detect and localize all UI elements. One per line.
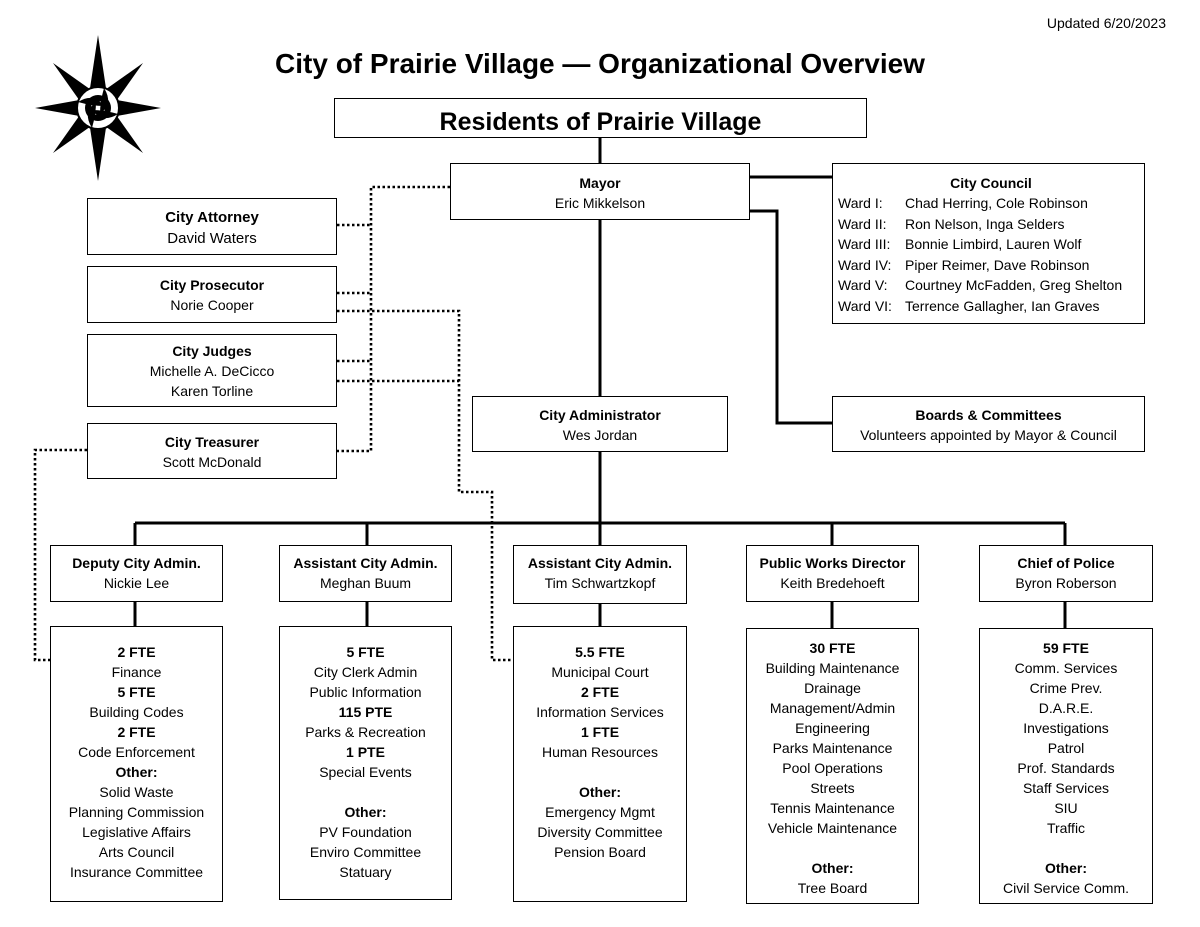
list-heading: 1 PTE	[346, 744, 385, 760]
list-item: D.A.R.E.	[1038, 700, 1094, 716]
dept-header-public-works	[746, 545, 919, 602]
list-item: Statuary	[339, 864, 392, 880]
list-item: Enviro Committee	[309, 844, 422, 860]
list-heading: 2 FTE	[117, 644, 156, 660]
dept-title: Assistant City Admin.	[527, 555, 673, 571]
mayor-title: Mayor	[579, 175, 621, 191]
ward-row: Ward VI: Terrence Gallagher, Ian Graves	[838, 297, 1100, 314]
dept-list-assistant-admin-1	[279, 626, 452, 900]
dept-title: Chief of Police	[1017, 555, 1115, 571]
list-item: Building Maintenance	[765, 660, 900, 676]
city-administrator-name: Wes Jordan	[562, 427, 638, 443]
list-item: Traffic	[1046, 820, 1086, 836]
list-item: Code Enforcement	[78, 744, 195, 760]
mayor-name: Eric Mikkelson	[554, 195, 646, 211]
list-spacer	[747, 838, 918, 858]
boards-title: Boards & Committees	[915, 407, 1062, 423]
city-treasurer-title: City Treasurer	[164, 434, 260, 450]
list-item: Investigations	[1023, 720, 1109, 736]
list-heading: 30 FTE	[809, 640, 856, 656]
list-item: Engineering	[795, 720, 870, 736]
ward-row: Ward II: Ron Nelson, Inga Selders	[838, 215, 1065, 232]
list-item: Information Services	[536, 704, 664, 720]
dept-head-name: Tim Schwartzkopf	[544, 575, 656, 591]
city-treasurer-box	[87, 423, 337, 479]
list-item: Finance	[111, 664, 162, 680]
list-heading: 5 FTE	[117, 684, 156, 700]
list-heading: 5 FTE	[346, 644, 385, 660]
list-item: Streets	[810, 780, 855, 796]
list-item: Crime Prev.	[1029, 680, 1103, 696]
compass-star-logo	[34, 35, 164, 185]
list-item: PV Foundation	[319, 824, 412, 840]
city-judge-name: Michelle A. DeCicco	[149, 363, 275, 379]
boards-committees-box	[832, 396, 1145, 452]
list-item: SIU	[1054, 800, 1078, 816]
list-item: Building Codes	[89, 704, 184, 720]
city-judges-box	[87, 334, 337, 407]
dept-head-name: Meghan Buum	[319, 575, 412, 591]
city-administrator-title: City Administrator	[539, 407, 661, 423]
dept-header-assistant-admin-1	[279, 545, 452, 602]
city-attorney-box	[87, 198, 337, 255]
city-administrator-box	[472, 396, 728, 452]
dotted-prosecutor-court	[337, 311, 513, 660]
list-heading: Other:	[1045, 860, 1087, 876]
line-mayor-boards	[750, 211, 832, 423]
list-heading: 59 FTE	[1043, 640, 1089, 656]
list-item: Patrol	[1047, 740, 1085, 756]
dept-header-police	[979, 545, 1153, 602]
list-item: Civil Service Comm.	[1002, 880, 1129, 896]
list-heading: 2 FTE	[117, 724, 156, 740]
list-item: Prof. Standards	[1017, 760, 1115, 776]
city-prosecutor-box	[87, 266, 337, 323]
list-item: Special Events	[319, 764, 412, 780]
city-judge-name: Karen Torline	[170, 383, 254, 399]
list-heading: Other:	[115, 764, 158, 780]
list-spacer	[514, 762, 686, 782]
dept-list-public-works	[746, 628, 919, 904]
list-item: Parks & Recreation	[305, 724, 426, 740]
list-item: Management/Admin	[769, 700, 896, 716]
list-item: Tennis Maintenance	[770, 800, 895, 816]
dept-list-police	[979, 628, 1153, 904]
list-spacer	[280, 782, 451, 802]
dept-list-deputy-admin	[50, 626, 223, 902]
ward-row: Ward I: Chad Herring, Cole Robinson	[838, 195, 1088, 211]
list-item: Parks Maintenance	[772, 740, 893, 756]
dept-title: Assistant City Admin.	[293, 555, 438, 571]
list-item: Vehicle Maintenance	[767, 820, 898, 836]
list-heading: Other:	[344, 804, 387, 820]
list-item: Public Information	[309, 684, 422, 700]
ward-row: Ward IV: Piper Reimer, Dave Robinson	[838, 256, 1090, 273]
list-item: Staff Services	[1022, 780, 1110, 796]
list-spacer	[980, 838, 1152, 858]
list-item: Solid Waste	[99, 784, 174, 800]
list-item: Pension Board	[554, 844, 646, 860]
list-item: Emergency Mgmt	[545, 804, 655, 820]
dept-header-deputy-admin	[50, 545, 223, 602]
city-attorney-title: City Attorney	[165, 209, 259, 226]
list-heading: 115 PTE	[338, 704, 393, 720]
list-item: Comm. Services	[1014, 660, 1118, 676]
dept-head-name: Nickie Lee	[103, 575, 170, 591]
city-treasurer-name: Scott McDonald	[162, 454, 262, 470]
dept-title: Public Works Director	[759, 555, 906, 571]
residents-box	[334, 98, 867, 138]
list-item: Legislative Affairs	[82, 824, 191, 840]
mayor-box	[450, 163, 750, 220]
list-item: Drainage	[804, 680, 861, 696]
list-heading: Other:	[579, 784, 621, 800]
dept-list-assistant-admin-2	[513, 626, 687, 902]
list-item: Municipal Court	[551, 664, 649, 680]
list-item: Human Resources	[542, 744, 658, 760]
updated-date: Updated 6/20/2023	[1046, 15, 1166, 31]
ward-row: Ward V: Courtney McFadden, Greg Shelton	[838, 277, 1123, 293]
city-judges-title: City Judges	[172, 343, 252, 359]
boards-description: Volunteers appointed by Mayor & Council	[860, 427, 1117, 443]
page-title: City of Prairie Village — Organizational Overview	[275, 48, 925, 79]
city-prosecutor-name: Norie Cooper	[170, 297, 254, 313]
dept-head-name: Keith Bredehoeft	[780, 575, 885, 591]
list-item: Pool Operations	[782, 760, 883, 776]
list-item: Planning Commission	[68, 804, 205, 820]
dept-title: Deputy City Admin.	[72, 555, 201, 571]
list-heading: 5.5 FTE	[575, 644, 625, 660]
ward-row: Ward III: Bonnie Limbird, Lauren Wolf	[838, 236, 1082, 252]
dotted-mayor-legal	[337, 187, 450, 451]
city-council-title: City Council	[950, 175, 1032, 191]
list-item: Arts Council	[98, 844, 175, 860]
city-council-box	[832, 163, 1145, 324]
list-heading: Other:	[811, 860, 854, 876]
city-attorney-name: David Waters	[167, 230, 257, 247]
list-heading: 2 FTE	[580, 684, 620, 700]
list-item: Insurance Committee	[69, 864, 204, 880]
dept-head-name: Byron Roberson	[1015, 575, 1117, 591]
dept-header-assistant-admin-2	[513, 545, 687, 604]
list-heading: 1 FTE	[580, 724, 620, 740]
residents-label: Residents of Prairie Village	[439, 108, 762, 136]
list-item: Tree Board	[797, 880, 868, 896]
list-item: City Clerk Admin	[313, 664, 418, 680]
city-prosecutor-title: City Prosecutor	[159, 277, 265, 293]
list-item: Diversity Committee	[537, 824, 663, 840]
